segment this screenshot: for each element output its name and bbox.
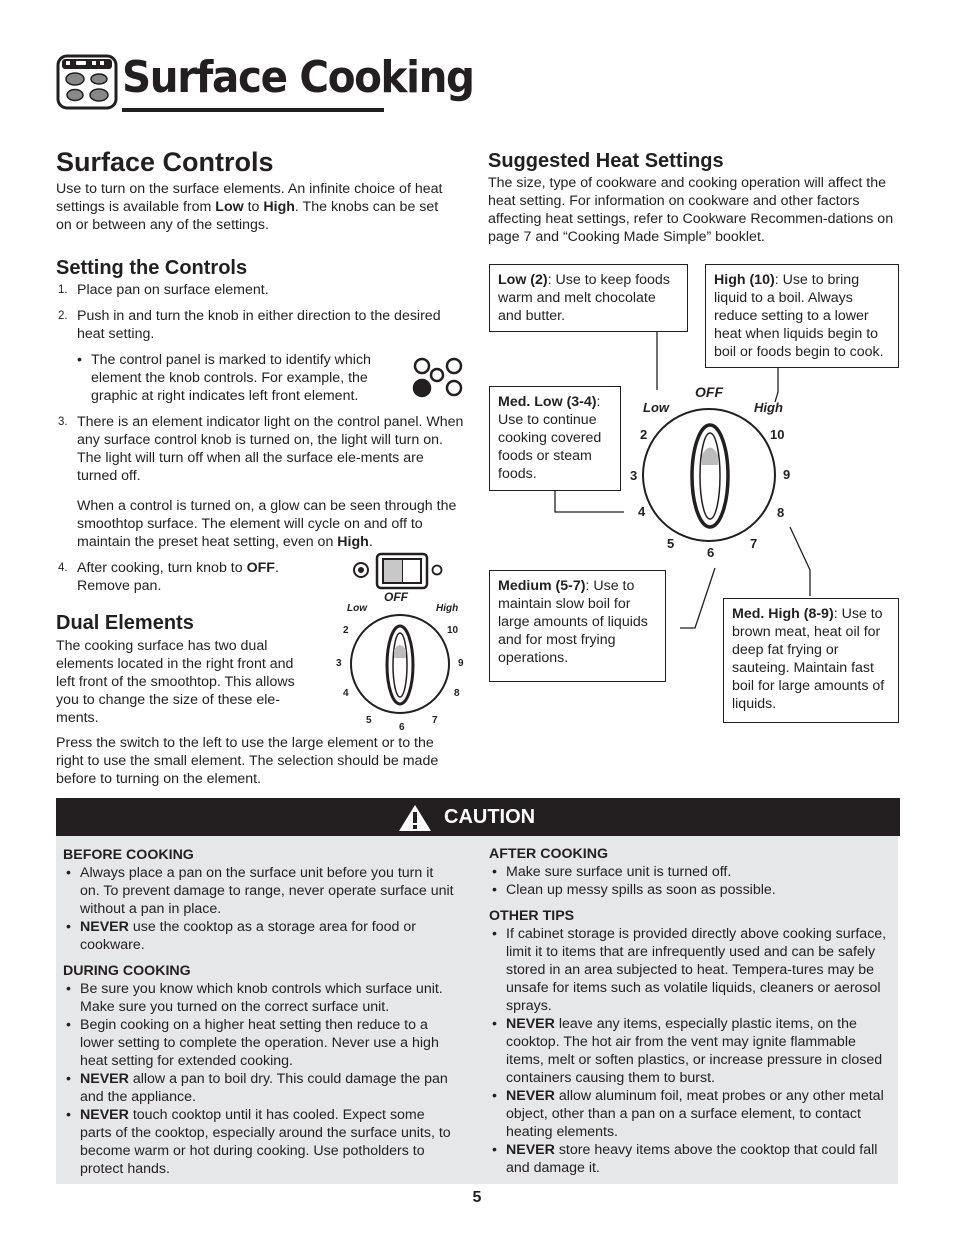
callout-med-high: Med. High (8-9): Use to brown meat, heat oil for deep fat frying or sauteing. Maintain fast boil for large amounts of liquids. (723, 598, 899, 723)
caution-item: • NEVER store heavy items above the cooktop that could fall and damage it. (489, 1141, 894, 1177)
caution-item: • If cabinet storage is provided directly above cooking surface, limit it to items that are infrequently used and can be safely stored in an area subjected to heat. Tempera-tures may be unsafe for items such as volatile liquids, cleaners or aerosol sprays. (489, 925, 894, 1015)
big-knob-label-2: 2 (640, 427, 648, 442)
setting-controls-heading: Setting the Controls (56, 257, 248, 279)
big-knob-label-3: 3 (630, 468, 638, 483)
knob-label-high: High (436, 603, 459, 614)
knob-label-2: 2 (343, 625, 349, 636)
dual-elements-para-1: The cooking surface has two dual elements located in the right front and left front of the smoothtop. This allows you to change the size of these ele-ments. (56, 638, 295, 726)
surface-controls-intro: Use to turn on the surface elements. An infinite choice of heat settings is available from Low to High. The knobs can be set on or between any of the settings. (56, 181, 443, 233)
big-knob-label-off: OFF (695, 384, 723, 400)
caution-item: • NEVER use the cooktop as a storage area for food or cookware. (63, 918, 455, 954)
caution-label: CAUTION (444, 806, 536, 828)
big-knob-label-high: High (754, 400, 783, 415)
big-knob-label-7: 7 (750, 536, 758, 551)
during-cooking-heading: DURING COOKING (63, 963, 191, 979)
before-cooking-heading: BEFORE COOKING (63, 847, 194, 863)
callout-high: High (10): Use to bring liquid to a boil. Always reduce setting to a lower heat when liquids begin to boil or foods begin to cook. (705, 264, 899, 368)
caution-header (56, 798, 900, 836)
big-knob-label-6: 6 (707, 545, 715, 560)
suggested-intro: The size, type of cookware and cooking operation will affect the heat setting. For information on cookware and other factors affecting heat settings, refer to Cookware Recommen-dations on page 7 and “Cooking Made Simple” booklet. (488, 175, 894, 245)
step-text: Push in and turn the knob in either direction to the desired heat setting. (77, 308, 441, 342)
big-knob-label-4: 4 (638, 504, 646, 519)
caution-item: • Clean up messy spills as soon as possible. (489, 881, 894, 899)
caution-item: • Be sure you know which knob controls which surface unit. Make sure you turned on the correct surface unit. (63, 980, 455, 1016)
step-text: After cooking, turn knob to OFF. Remove pan. (77, 560, 279, 594)
knob-label-7: 7 (432, 715, 438, 726)
knob-label-4: 4 (343, 688, 349, 699)
dual-elements-para-2: Press the switch to the left to use the large element or to the right to use the small element. The selection should be made before to turning on the element. (56, 735, 439, 787)
big-knob-label-10: 10 (770, 427, 785, 442)
knob-label-8: 8 (454, 688, 460, 699)
callout-low: Low (2): Use to keep foods warm and melt chocolate and butter. (489, 264, 688, 332)
step-number: 4. (58, 562, 68, 574)
big-knob-label-9: 9 (783, 467, 791, 482)
caution-left-column (63, 846, 455, 1178)
knob-label-9: 9 (458, 658, 464, 669)
other-tips-heading: OTHER TIPS (489, 908, 575, 924)
after-cooking-heading: AFTER COOKING (489, 846, 609, 862)
caution-item: • NEVER touch cooktop until it has cooled. Expect some parts of the cooktop, especially around the surface units, to become warm or hot during cooking. Use potholders to protect hands. (63, 1106, 455, 1178)
surface-controls-heading: Surface Controls (56, 147, 274, 177)
big-knob-label-5: 5 (667, 536, 675, 551)
step-3-para: When a control is turned on, a glow can be seen through the smoothtop surface. The element will cycle on and off to maintain the preset heat setting, even on High. (77, 498, 457, 550)
page-title: Surface Cooking (122, 52, 474, 103)
caution-item: • NEVER leave any items, especially plastic items, on the cooktop. The hot air from the vent may ignite flammable items, melt or soften plastics, or increase pressure in closed containers causing them to burst. (489, 1015, 894, 1087)
knob-label-6: 6 (399, 722, 405, 733)
step-bullet-text: The control panel is marked to identify which element the knob controls. For example, the graphic at right indicates left front element. (91, 352, 371, 404)
knob-label-10: 10 (447, 625, 459, 636)
knob-label-3: 3 (336, 658, 342, 669)
caution-item: • Always place a pan on the surface unit before you turn it on. To prevent damage to range, never operate surface unit without a pan in place. (63, 864, 455, 918)
big-knob-label-8: 8 (777, 505, 785, 520)
step-number: 3. (58, 416, 68, 428)
caution-right-column (489, 845, 894, 1177)
knob-label-low: Low (347, 603, 367, 614)
dual-elements-heading: Dual Elements (56, 612, 194, 634)
step-text: Place pan on surface element. (77, 282, 269, 298)
step-number: 1. (58, 284, 68, 296)
page-number: 5 (472, 1189, 482, 1206)
warning-icon (398, 804, 432, 832)
knob-label-5: 5 (366, 715, 372, 726)
caution-item: • NEVER allow a pan to boil dry. This could damage the pan and the appliance. (63, 1070, 455, 1106)
big-knob-label-low: Low (643, 400, 669, 415)
step-text: There is an element indicator light on the control panel. When any surface control knob is turned on, the light will turn on. The light will turn off when all the surface ele-ments are turned off. (77, 414, 464, 484)
caution-item: • Make sure surface unit is turned off. (489, 863, 894, 881)
callout-med-low: Med. Low (3-4): Use to continue cooking covered foods or steam foods. (489, 386, 621, 491)
callout-medium: Medium (5-7): Use to maintain slow boil for large amounts of liquids and for most frying operations. (489, 570, 666, 682)
caution-item: • NEVER allow aluminum foil, meat probes or any other metal object, other than a pan on a surface element, to contact heating elements. (489, 1087, 894, 1141)
suggested-heading: Suggested Heat Settings (488, 150, 724, 172)
caution-item: • Begin cooking on a higher heat setting then reduce to a lower setting to complete the operation. Never use a high heat setting for extended cooking. (63, 1016, 455, 1070)
knob-label-off: OFF (384, 590, 408, 604)
step-number: 2. (58, 310, 68, 322)
